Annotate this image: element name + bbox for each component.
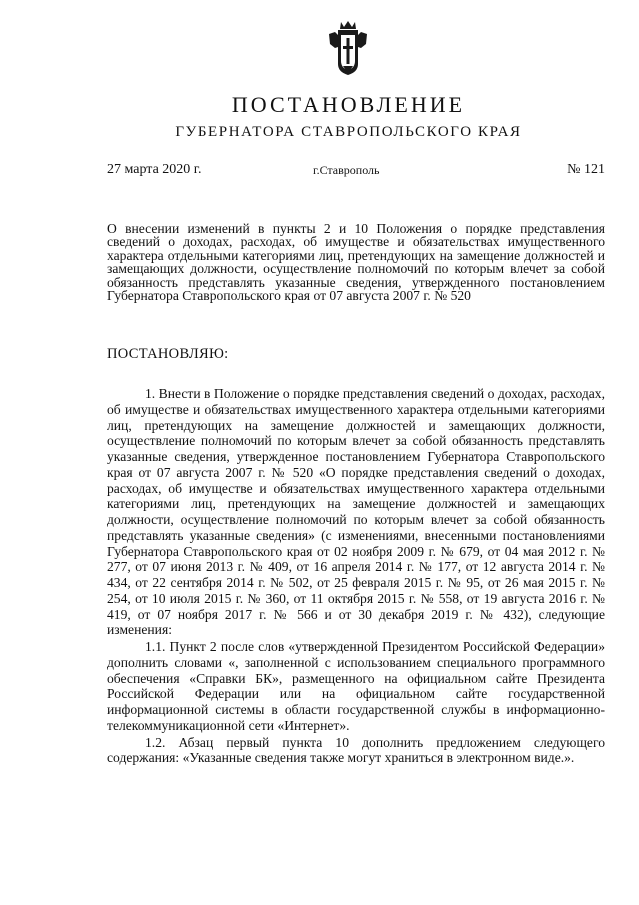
paragraph-1-2: 1.2. Абзац первый пункта 10 дополнить предложением следующего содержания: «Указанные сведения также могут храниться в электронном виде.».	[107, 734, 605, 766]
document-date: 27 марта 2020 г.	[107, 162, 202, 177]
document-subject: О внесении изменений в пункты 2 и 10 Положения о порядке представления сведений о доходах, расходах, об имуществе и обязательствах имущественного характера отдельными категориями лиц, претендующих на замещение должностей и замещающих должности, осуществление полномочий по которым влечет за собой обязанность представлять указанные сведения, утвержденного постановлением Губернатора Ставропольского края от 07 августа 2007 г. № 520	[107, 221, 605, 304]
coat-of-arms-icon	[327, 20, 369, 76]
document-subtitle: ГУБЕРНАТОРА СТАВРОПОЛЬСКОГО КРАЯ	[175, 124, 522, 140]
paragraph-1-1: 1.1. Пункт 2 после слов «утвержденной Президентом Российской Федерации» дополнить словами «, заполненной с использованием специального программного обеспечения «Справки БК», размещенного на официальном сайте Президента Российской Федерации или на официальном сайте государственной информационной системы в области государственной службы в информационно-телекоммуникационной сети «Интернет».	[107, 639, 605, 733]
document-title: ПОСТАНОВЛЕНИЕ	[231, 92, 466, 117]
document-body	[107, 386, 605, 766]
document-city: г.Ставрополь	[313, 163, 380, 177]
document-number: № 121	[567, 162, 605, 177]
document-meta	[107, 162, 605, 182]
resolve-heading: ПОСТАНОВЛЯЮ:	[107, 346, 229, 362]
paragraph-1: 1. Внести в Положение о порядке представления сведений о доходах, расходах, об имуществе и обязательствах имущественного характера отдельными категориями лиц, претендующих на замещение должностей и замещающих должности, осуществление полномочий по которым влечет за собой обязанность представлять указанные сведения, утвержденное постановлением Губернатора Ставропольского края от 07 августа 2007 г. № 520 «О порядке представления сведений о доходах, расходах, об имуществе и обязательствах имущественного характера отдельными категориями лиц, претендующих на замещение должностей и замещающих должности, осуществление полномочий по которым влечет за собой обязанность представлять указанные сведения» (с изменениями, внесенными постановлениями Губернатора Ставропольского края от 02 ноября 2009 г. № 679, от 04 мая 2012 г. № 277, от 07 июня 2013 г. № 409, от 16 апреля 2014 г. № 177, от 12 августа 2014 г. № 434, от 22 сентября 2014 г. № 502, от 25 февраля 2015 г. № 95, от 26 мая 2015 г. № 254, от 10 июля 2015 г. № 360, от 11 октября 2015 г. № 558, от 19 августа 2016 г. № 419, от 07 ноября 2017 г. № 566 и от 30 декабря 2019 г. № 432), следующие изменения:	[107, 386, 605, 638]
